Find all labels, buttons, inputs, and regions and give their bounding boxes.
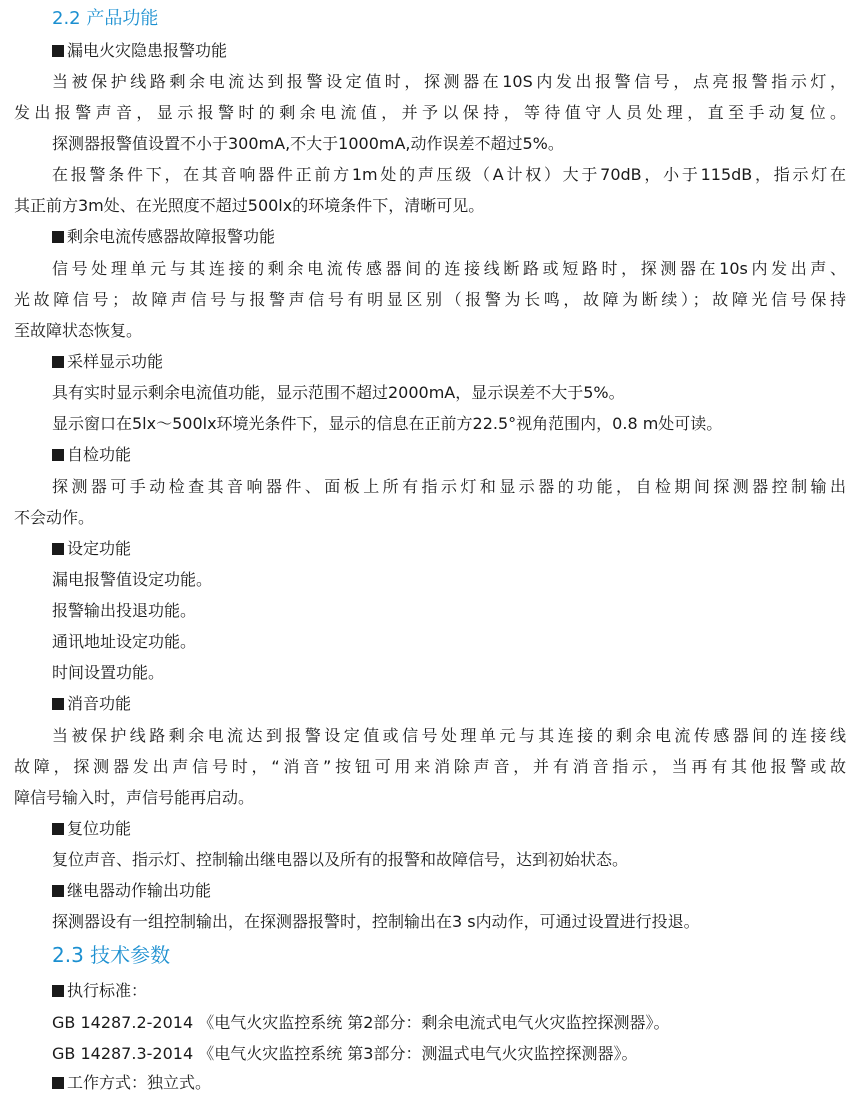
standard-line: GB 14287.2-2014 《电气火灾监控系统 第2部分：剩余电流式电气火灾监控探测器》。 [52, 1013, 670, 1032]
paragraph-line: 探测器设有一组控制输出，在探测器报警时，控制输出在3 s内动作，可通过设置进行投退。 [52, 912, 700, 931]
paragraph-line: 障信号输入时，声信号能再启动。 [14, 788, 255, 807]
item-heading-self-check: 自检功能 [52, 444, 846, 466]
paragraph-line: 光故障信号；故障声信号与报警声信号有明显区别（报警为长鸣，故障为断续）；故障光信号保持 [14, 290, 846, 309]
list-item: 时间设置功能。 [52, 663, 165, 682]
paragraph-line: 当被保护线路剩余电流达到报警设定值或信号处理单元与其连接的剩余电流传感器间的连接线 [52, 726, 846, 745]
item-heading-sensor-fault: 剩余电流传感器故障报警功能 [52, 226, 846, 248]
item-heading-settings: 设定功能 [52, 538, 846, 560]
section-heading-2-2: 2.2 产品功能 [52, 8, 159, 29]
paragraph-line: 发出报警声音，显示报警时的剩余电流值，并予以保持，等待值守人员处理，直至手动复位。 [14, 103, 846, 122]
bullet-square-icon [52, 449, 64, 461]
list-item: 通讯地址设定功能。 [52, 632, 197, 651]
item-heading-work-mode: 工作方式：独立式。 [52, 1072, 846, 1094]
list-item: 漏电报警值设定功能。 [52, 570, 213, 589]
standard-line: GB 14287.3-2014 《电气火灾监控系统 第3部分：测温式电气火灾监控探测器》。 [52, 1044, 638, 1063]
paragraph-line: 至故障状态恢复。 [14, 321, 143, 340]
paragraph-line: 探测器可手动检查其音响器件、面板上所有指示灯和显示器的功能，自检期间探测器控制输出 [52, 477, 846, 496]
section-heading-2-3: 2.3 技术参数 [52, 943, 171, 967]
item-heading-reset: 复位功能 [52, 818, 846, 840]
bullet-square-icon [52, 1077, 64, 1089]
bullet-square-icon [52, 985, 64, 997]
paragraph-line: 信号处理单元与其连接的剩余电流传感器间的连接线断路或短路时，探测器在10s内发出声、 [52, 259, 846, 278]
paragraph-line: 不会动作。 [14, 508, 95, 527]
bullet-square-icon [52, 698, 64, 710]
item-heading-relay: 继电器动作输出功能 [52, 880, 846, 902]
paragraph-line: 故障，探测器发出声信号时，“消音”按钮可用来消除声音，并有消音指示，当再有其他报警或故 [14, 757, 846, 776]
paragraph-line: 当被保护线路剩余电流达到报警设定值时，探测器在10S内发出报警信号，点亮报警指示灯， [52, 72, 846, 91]
bullet-square-icon [52, 356, 64, 368]
paragraph-line: 显示窗口在5lx～500lx环境光条件下，显示的信息在正前方22.5°视角范围内，0.8 m处可读。 [52, 414, 723, 433]
item-heading-sampling: 采样显示功能 [52, 351, 846, 373]
bullet-square-icon [52, 823, 64, 835]
paragraph-line: 复位声音、指示灯、控制输出继电器以及所有的报警和故障信号，达到初始状态。 [52, 850, 629, 869]
paragraph-line: 具有实时显示剩余电流值功能，显示范围不超过2000mA，显示误差不大于5%。 [52, 383, 625, 402]
bullet-square-icon [52, 231, 64, 243]
bullet-square-icon [52, 885, 64, 897]
item-heading-standard: 执行标准： [52, 980, 846, 1002]
bullet-square-icon [52, 543, 64, 555]
paragraph-line: 其正前方3m处、在光照度不超过500lx的环境条件下，清晰可见。 [14, 196, 485, 215]
bullet-square-icon [52, 45, 64, 57]
item-heading-mute: 消音功能 [52, 693, 846, 715]
paragraph-line: 探测器报警值设置不小于300mA,不大于1000mA,动作误差不超过5%。 [52, 134, 564, 153]
item-heading-leak-alarm: 漏电火灾隐患报警功能 [52, 40, 846, 62]
list-item: 报警输出投退功能。 [52, 601, 197, 620]
paragraph-line: 在报警条件下，在其音响器件正前方1m处的声压级（A计权）大于70dB，小于115dB，指示灯在 [52, 165, 846, 184]
